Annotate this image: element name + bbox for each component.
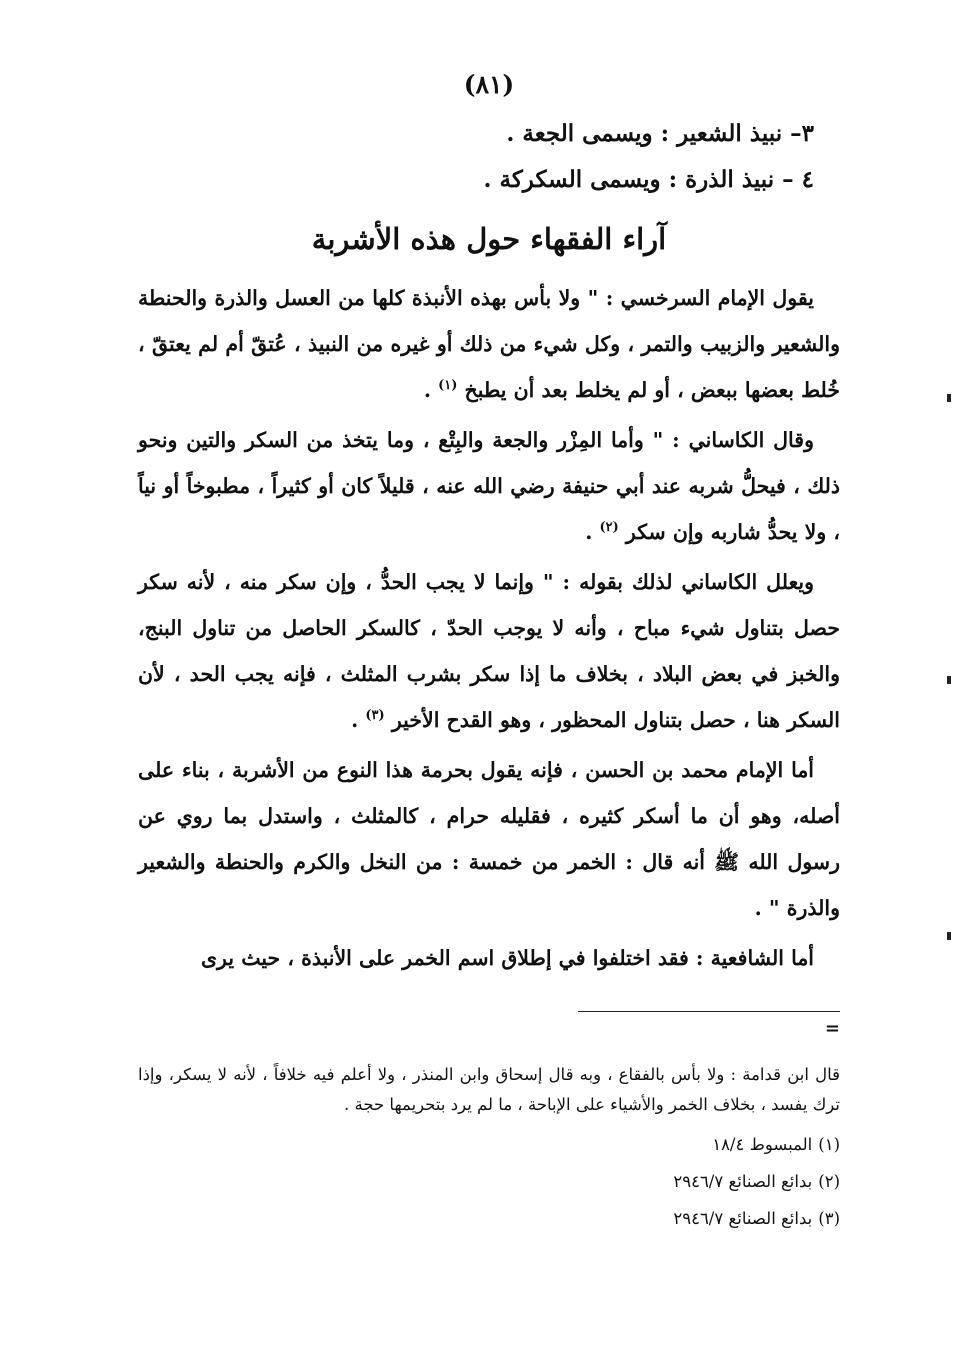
list-item-term: نبيذ الذرة — [685, 166, 775, 193]
continuation-mark: = — [824, 1018, 840, 1039]
footnote-divider — [578, 1011, 840, 1012]
margin-mark — [947, 932, 951, 940]
footnote-text: بدائع الصنائع ٢٩٤٦/٧ — [673, 1209, 813, 1228]
footnote — [138, 1126, 840, 1163]
footnote-continuation: قال ابن قدامة : ولا بأس بالفقاع ، وبه قال إسحاق وابن المنذر ، ولا أعلم فيه خلافاً ، لأنه لا يسكر، وإذا ترك يفسد ، بخلاف الخمر والأشياء على الإباحة ، ما لم يرد بتحريمها حجة . — [138, 1065, 840, 1114]
document-page — [138, 70, 840, 1310]
list-item-description: : ويسمى السكركة . — [483, 166, 678, 193]
paragraph-end: . — [351, 708, 366, 732]
footnote-number: (١) — [818, 1135, 840, 1154]
paragraph — [138, 417, 840, 555]
footnote-reference: (١) — [438, 378, 458, 394]
footnote-text: بدائع الصنائع ٢٩٤٦/٧ — [673, 1172, 813, 1191]
footnote-number: (٢) — [818, 1172, 840, 1191]
footnote — [138, 1200, 840, 1237]
paragraph-end: . — [423, 378, 439, 402]
list-item-number: ٣– — [790, 120, 814, 147]
margin-mark — [947, 676, 951, 684]
paragraph-end: . — [585, 520, 600, 544]
paragraph — [138, 559, 840, 743]
list-item — [138, 111, 840, 157]
paragraph-text: ويعلل الكاساني لذلك بقوله : " وإنما لا يجب الحدُّ ، وإن سكر منه ، لأنه سكر حصل بتناول شيء مباح ، وأنه لا يوجب الحدّ ، كالسكر الحاصل من تناول البنج، والخبز في بعض البلاد ، بخلاف ما إذا سكر بشرب المثلث ، فإنه يجب الحد ، لأن السكر هنا ، حصل بتناول المحظور ، وهو القدح الأخير — [138, 570, 840, 732]
footnote-reference: (٢) — [599, 520, 619, 536]
footnote-number: (٣) — [818, 1209, 840, 1228]
section-heading: آراء الفقهاء حول هذه الأشربة — [311, 222, 667, 256]
paragraph — [138, 747, 840, 931]
paragraph — [138, 935, 840, 981]
list-item — [138, 157, 840, 203]
footnote — [138, 1163, 840, 1200]
paragraph — [138, 275, 840, 413]
paragraph-text: وقال الكاساني : " وأما المِزْر والجعة والبِتْع ، وما يتخذ من السكر والتين ونحو ذلك ، فيحلُّ شربه عند أبي حنيفة رضي الله عنه ، قليلاً كان أو كثيراً ، مطبوخاً أو نياً ، ولا يحدُّ شاربه وإن سكر — [138, 428, 840, 544]
paragraph-text: يقول الإمام السرخسي : " ولا بأس بهذه الأنبذة كلها من العسل والذرة والحنطة والشعير والزبيب والتمر ، وكل شيء من ذلك أو غيره من النبيذ ، عُتقّ أم لم يعتقّ ، خُلط بعضها ببعض ، أو لم يخلط بعد أن يطبخ — [138, 286, 840, 402]
list-item-number: ٤ – — [782, 166, 814, 193]
list-item-term: نبيذ الشعير — [677, 120, 783, 147]
list-item-description: : ويسمى الجعة . — [506, 120, 670, 147]
paragraph-text: أما الشافعية : فقد اختلفوا في إطلاق اسم الخمر على الأنبذة ، حيث يرى — [201, 946, 814, 970]
footnote-reference: (٣) — [365, 708, 385, 724]
margin-mark — [947, 394, 951, 402]
footnote-text: المبسوط ١٨/٤ — [712, 1135, 813, 1154]
paragraph-text: أما الإمام محمد بن الحسن ، فإنه يقول بحرمة هذا النوع من الأشربة ، بناء على أصله، وهو أن ما أسكر كثيره ، فقليله حرام ، كالمثلث ، واستدل بما روي عن رسول الله ﷺ أنه قال : الخمر من خمسة : من النخل والكرم والحنطة والشعير والذرة " . — [138, 758, 840, 920]
page-number: (٨١) — [463, 70, 515, 99]
